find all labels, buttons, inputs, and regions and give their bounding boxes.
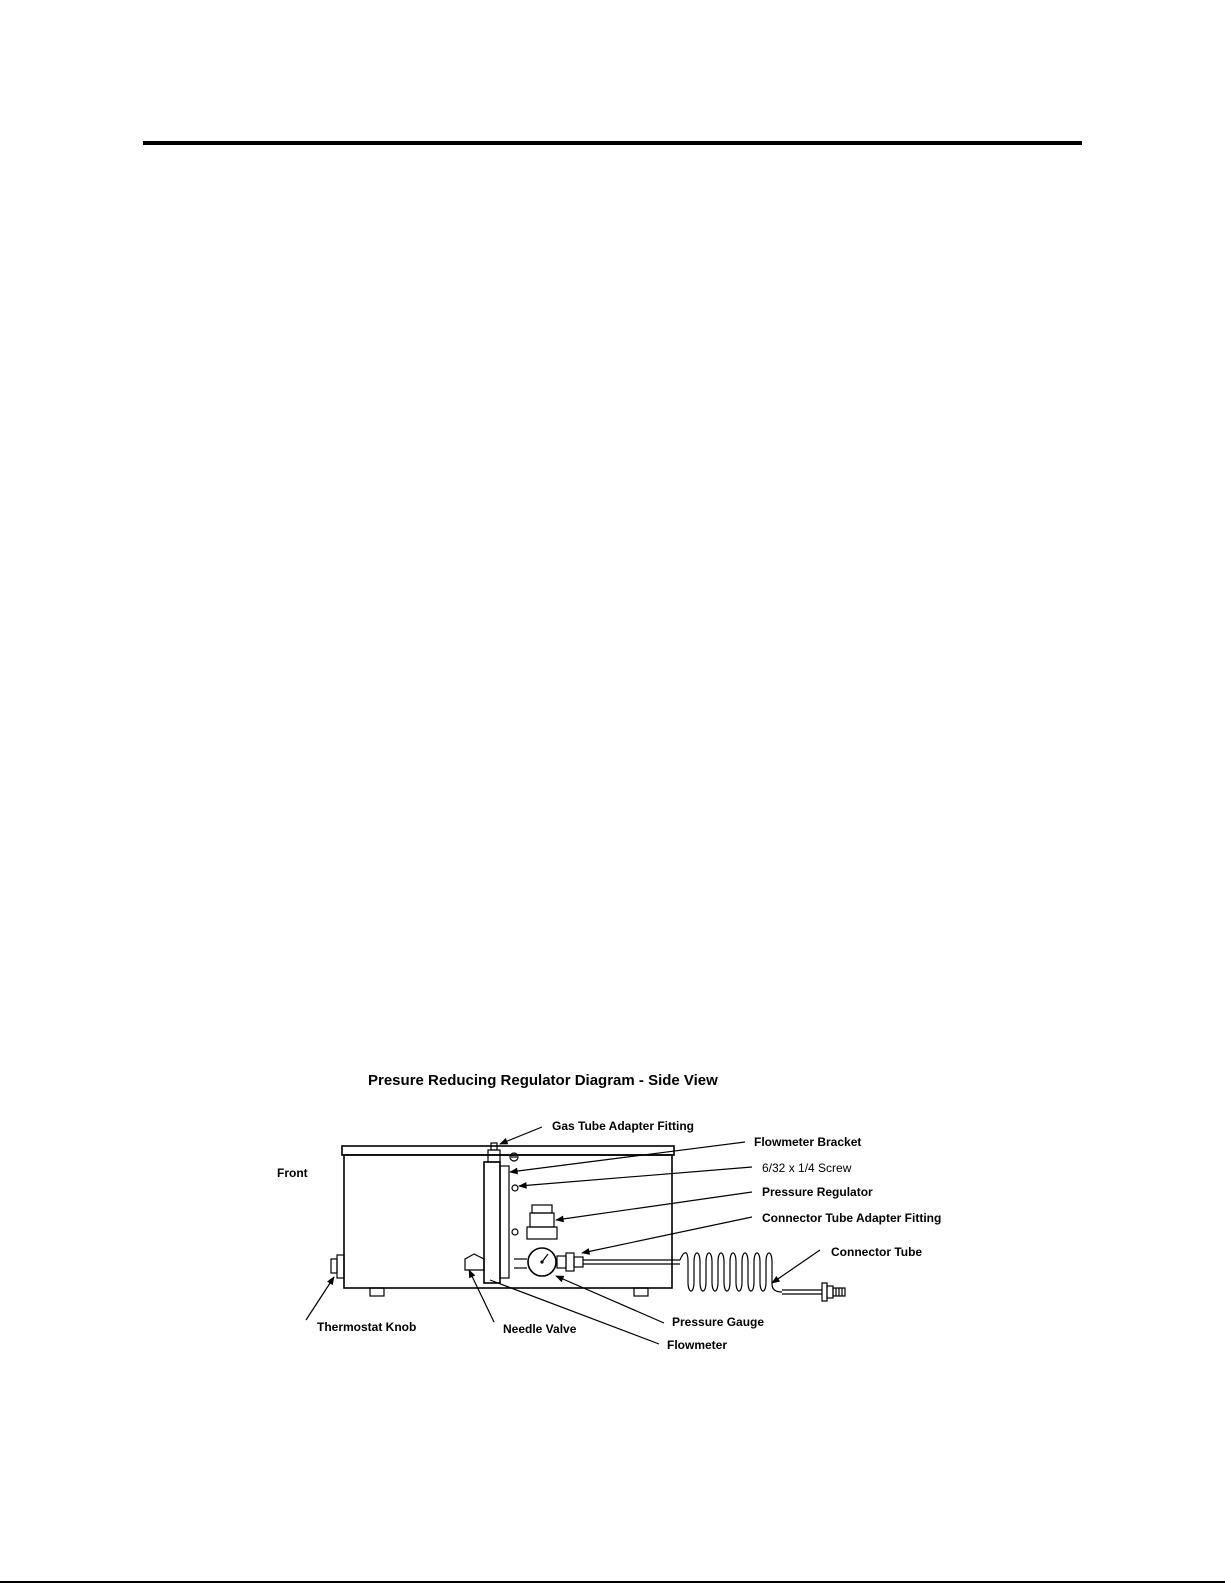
pressure-gauge xyxy=(528,1248,556,1276)
label-pressure-gauge: Pressure Gauge xyxy=(672,1315,765,1329)
bottom-rule xyxy=(0,1581,1225,1583)
leader-lines xyxy=(306,1127,820,1344)
label-pressure-regulator: Pressure Regulator xyxy=(762,1185,873,1199)
diagram-title: Presure Reducing Regulator Diagram - Side View xyxy=(368,1072,718,1089)
label-flowmeter: Flowmeter xyxy=(667,1338,728,1352)
flowmeter xyxy=(484,1162,518,1283)
pressure-regulator xyxy=(514,1205,557,1268)
label-front: Front xyxy=(277,1166,308,1180)
connector-tube-coil xyxy=(680,1253,845,1301)
needle-valve xyxy=(465,1254,484,1270)
label-connector-tube: Connector Tube xyxy=(831,1245,923,1259)
thermostat-knob xyxy=(331,1255,344,1278)
label-connector-tube-adapter-fitting: Connector Tube Adapter Fitting xyxy=(762,1211,942,1225)
label-gas-tube-adapter-fitting: Gas Tube Adapter Fitting xyxy=(552,1119,695,1133)
label-screw: 6/32 x 1/4 Screw xyxy=(762,1161,852,1175)
label-flowmeter-bracket: Flowmeter Bracket xyxy=(754,1135,862,1149)
label-thermostat-knob: Thermostat Knob xyxy=(317,1320,417,1334)
connector-tube-adapter-fitting xyxy=(557,1253,680,1271)
label-needle-valve: Needle Valve xyxy=(503,1322,577,1336)
cabinet xyxy=(342,1146,674,1296)
